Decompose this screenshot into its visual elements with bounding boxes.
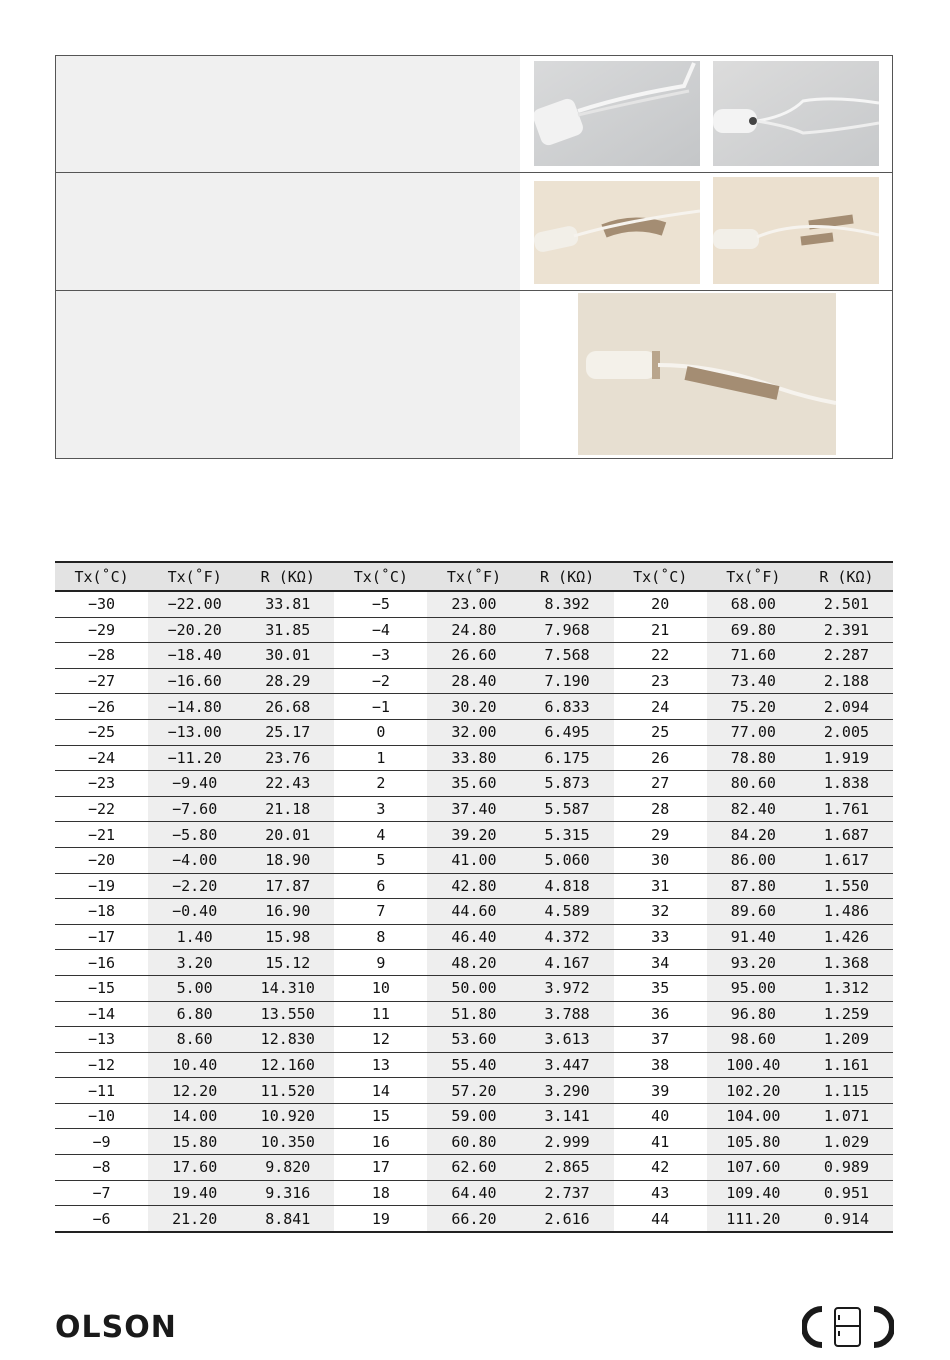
- photo-row-3: [56, 291, 892, 458]
- table-cell: 12.20: [148, 1078, 241, 1104]
- table-row: [55, 899, 893, 925]
- table-cell: 95.00: [707, 975, 800, 1001]
- table-cell: 111.20: [707, 1206, 800, 1232]
- table-cell: 1.426: [800, 924, 893, 950]
- table-cell: 3.613: [521, 1027, 614, 1053]
- table-cell: 26.60: [427, 643, 520, 669]
- table-cell: 9.820: [241, 1155, 334, 1181]
- table-cell: 11.520: [241, 1078, 334, 1104]
- table-cell: 4: [334, 822, 427, 848]
- table-cell: 41: [614, 1129, 707, 1155]
- table-cell: 14: [334, 1078, 427, 1104]
- table-cell: 23: [614, 668, 707, 694]
- table-cell: 6.833: [521, 694, 614, 720]
- table-cell: 5: [334, 847, 427, 873]
- table-cell: −13: [55, 1027, 148, 1053]
- table-cell: −16.60: [148, 668, 241, 694]
- table-cell: 2.391: [800, 617, 893, 643]
- table-cell: 84.20: [707, 822, 800, 848]
- table-row: [55, 950, 893, 976]
- table-cell: 1.919: [800, 745, 893, 771]
- table-cell: 2.616: [521, 1206, 614, 1232]
- table-cell: 5.00: [148, 975, 241, 1001]
- table-cell: 30: [614, 847, 707, 873]
- table-cell: −5: [334, 591, 427, 617]
- image-cell-3: [520, 291, 892, 458]
- table-cell: 107.60: [707, 1155, 800, 1181]
- table-cell: 15: [334, 1103, 427, 1129]
- table-cell: 82.40: [707, 796, 800, 822]
- table-cell: 2.094: [800, 694, 893, 720]
- table-cell: 57.20: [427, 1078, 520, 1104]
- table-cell: 15.98: [241, 924, 334, 950]
- table-row: [55, 1078, 893, 1104]
- table-cell: −18.40: [148, 643, 241, 669]
- table-cell: −18: [55, 899, 148, 925]
- table-cell: 66.20: [427, 1206, 520, 1232]
- table-cell: 3.972: [521, 975, 614, 1001]
- table-row: [55, 694, 893, 720]
- table-cell: 20.01: [241, 822, 334, 848]
- table-cell: 6.495: [521, 719, 614, 745]
- header-temp-c: Tx(˚C): [55, 562, 148, 591]
- table-cell: 26.68: [241, 694, 334, 720]
- table-cell: 50.00: [427, 975, 520, 1001]
- table-cell: 1.259: [800, 1001, 893, 1027]
- table-cell: 38: [614, 1052, 707, 1078]
- table-cell: −20: [55, 847, 148, 873]
- photo-row-2: [56, 173, 892, 291]
- table-cell: 12: [334, 1027, 427, 1053]
- table-cell: 93.20: [707, 950, 800, 976]
- table-row: [55, 1001, 893, 1027]
- table-row: [55, 643, 893, 669]
- table-cell: 16: [334, 1129, 427, 1155]
- table-cell: 1.617: [800, 847, 893, 873]
- table-cell: 3.290: [521, 1078, 614, 1104]
- table-cell: 5.587: [521, 796, 614, 822]
- table-cell: 31.85: [241, 617, 334, 643]
- table-cell: 3.141: [521, 1103, 614, 1129]
- sensor-photo-1b: [713, 61, 879, 166]
- table-cell: 60.80: [427, 1129, 520, 1155]
- table-cell: 39: [614, 1078, 707, 1104]
- table-cell: 55.40: [427, 1052, 520, 1078]
- table-cell: 3.447: [521, 1052, 614, 1078]
- table-cell: 8: [334, 924, 427, 950]
- table-cell: 3.20: [148, 950, 241, 976]
- table-cell: −2.20: [148, 873, 241, 899]
- table-cell: 13: [334, 1052, 427, 1078]
- table-row: [55, 668, 893, 694]
- table-row: [55, 1052, 893, 1078]
- table-cell: −4.00: [148, 847, 241, 873]
- table-cell: 32.00: [427, 719, 520, 745]
- table-cell: 7: [334, 899, 427, 925]
- table-cell: 14.00: [148, 1103, 241, 1129]
- table-cell: 16.90: [241, 899, 334, 925]
- table-row: [55, 771, 893, 797]
- table-cell: 5.060: [521, 847, 614, 873]
- table-cell: 5.873: [521, 771, 614, 797]
- table-cell: 8.392: [521, 591, 614, 617]
- table-cell: 40: [614, 1103, 707, 1129]
- table-cell: −14.80: [148, 694, 241, 720]
- table-cell: 37: [614, 1027, 707, 1053]
- table-cell: 1.312: [800, 975, 893, 1001]
- table-cell: −15: [55, 975, 148, 1001]
- table-cell: 5.315: [521, 822, 614, 848]
- table-cell: 18: [334, 1180, 427, 1206]
- table-cell: 10.920: [241, 1103, 334, 1129]
- table-cell: 1.838: [800, 771, 893, 797]
- table-cell: 17: [334, 1155, 427, 1181]
- table-cell: 1.115: [800, 1078, 893, 1104]
- table-cell: 1.029: [800, 1129, 893, 1155]
- table-cell: 24: [614, 694, 707, 720]
- table-cell: 2.865: [521, 1155, 614, 1181]
- table-cell: 26: [614, 745, 707, 771]
- table-cell: 77.00: [707, 719, 800, 745]
- table-row: [55, 1206, 893, 1232]
- table-cell: 68.00: [707, 591, 800, 617]
- table-cell: 6.175: [521, 745, 614, 771]
- table-cell: 2.999: [521, 1129, 614, 1155]
- table-cell: 1: [334, 745, 427, 771]
- table-cell: 100.40: [707, 1052, 800, 1078]
- table-cell: −13.00: [148, 719, 241, 745]
- header-temp-c: Tx(˚C): [614, 562, 707, 591]
- table-cell: 1.368: [800, 950, 893, 976]
- sensor-photo-2a: [534, 181, 700, 284]
- table-cell: 1.550: [800, 873, 893, 899]
- table-cell: 25: [614, 719, 707, 745]
- table-cell: −11.20: [148, 745, 241, 771]
- table-cell: −21: [55, 822, 148, 848]
- table-cell: 64.40: [427, 1180, 520, 1206]
- table-row: [55, 1103, 893, 1129]
- table-cell: 14.310: [241, 975, 334, 1001]
- table-cell: 6.80: [148, 1001, 241, 1027]
- table-cell: 35.60: [427, 771, 520, 797]
- table-cell: −30: [55, 591, 148, 617]
- table-cell: −1: [334, 694, 427, 720]
- table-cell: 23.76: [241, 745, 334, 771]
- table-cell: 27: [614, 771, 707, 797]
- table-cell: 21: [614, 617, 707, 643]
- table-cell: 48.20: [427, 950, 520, 976]
- table-cell: 29: [614, 822, 707, 848]
- table-cell: −9.40: [148, 771, 241, 797]
- table-cell: 4.372: [521, 924, 614, 950]
- table-cell: 2: [334, 771, 427, 797]
- image-cell-1: [520, 56, 892, 172]
- table-cell: 23.00: [427, 591, 520, 617]
- table-row: [55, 924, 893, 950]
- table-row: [55, 796, 893, 822]
- table-cell: 39.20: [427, 822, 520, 848]
- table-cell: 36: [614, 1001, 707, 1027]
- table-cell: 73.40: [707, 668, 800, 694]
- table-cell: 0.914: [800, 1206, 893, 1232]
- table-cell: 78.80: [707, 745, 800, 771]
- table-cell: −20.20: [148, 617, 241, 643]
- table-cell: −3: [334, 643, 427, 669]
- table-cell: 80.60: [707, 771, 800, 797]
- table-cell: −11: [55, 1078, 148, 1104]
- table-cell: 102.20: [707, 1078, 800, 1104]
- table-cell: −28: [55, 643, 148, 669]
- table-cell: 87.80: [707, 873, 800, 899]
- table-row: [55, 975, 893, 1001]
- table-cell: 89.60: [707, 899, 800, 925]
- table-cell: 25.17: [241, 719, 334, 745]
- table-cell: 10: [334, 975, 427, 1001]
- table-cell: −12: [55, 1052, 148, 1078]
- table-cell: −8: [55, 1155, 148, 1181]
- table-cell: −17: [55, 924, 148, 950]
- table-cell: −22: [55, 796, 148, 822]
- table-cell: 43: [614, 1180, 707, 1206]
- table-cell: −10: [55, 1103, 148, 1129]
- table-cell: 1.761: [800, 796, 893, 822]
- table-cell: 1.40: [148, 924, 241, 950]
- table-cell: −2: [334, 668, 427, 694]
- table-cell: 86.00: [707, 847, 800, 873]
- table-cell: 1.687: [800, 822, 893, 848]
- table-cell: 2.005: [800, 719, 893, 745]
- table-cell: 0: [334, 719, 427, 745]
- table-cell: 96.80: [707, 1001, 800, 1027]
- table-cell: 62.60: [427, 1155, 520, 1181]
- header-temp-f: Tx(˚F): [707, 562, 800, 591]
- table-body: [55, 591, 893, 1232]
- table-cell: 22: [614, 643, 707, 669]
- table-cell: −14: [55, 1001, 148, 1027]
- table-cell: 12.830: [241, 1027, 334, 1053]
- table-cell: 69.80: [707, 617, 800, 643]
- header-temp-f: Tx(˚F): [148, 562, 241, 591]
- fridge-bracket-icon: [802, 1305, 894, 1349]
- table-cell: 2.188: [800, 668, 893, 694]
- table-cell: 1.161: [800, 1052, 893, 1078]
- table-cell: 20: [614, 591, 707, 617]
- table-cell: −7: [55, 1180, 148, 1206]
- table-cell: 30.01: [241, 643, 334, 669]
- table-cell: 4.589: [521, 899, 614, 925]
- table-cell: −0.40: [148, 899, 241, 925]
- table-cell: 31: [614, 873, 707, 899]
- table-row: [55, 745, 893, 771]
- table-cell: 37.40: [427, 796, 520, 822]
- table-cell: 33.80: [427, 745, 520, 771]
- table-cell: 13.550: [241, 1001, 334, 1027]
- header-temp-c: Tx(˚C): [334, 562, 427, 591]
- table-cell: −29: [55, 617, 148, 643]
- table-cell: 109.40: [707, 1180, 800, 1206]
- table-cell: 15.12: [241, 950, 334, 976]
- table-cell: 11: [334, 1001, 427, 1027]
- table-cell: −24: [55, 745, 148, 771]
- table-cell: 17.60: [148, 1155, 241, 1181]
- table-cell: 32: [614, 899, 707, 925]
- table-cell: 21.18: [241, 796, 334, 822]
- table-cell: −9: [55, 1129, 148, 1155]
- table-cell: 33.81: [241, 591, 334, 617]
- table-cell: 21.20: [148, 1206, 241, 1232]
- resistance-table: [55, 561, 893, 1233]
- sensor-photo-grid: [55, 55, 893, 459]
- table-cell: −5.80: [148, 822, 241, 848]
- description-cell-3: [56, 291, 521, 458]
- table-cell: −25: [55, 719, 148, 745]
- table-cell: 2.287: [800, 643, 893, 669]
- table-cell: 9.316: [241, 1180, 334, 1206]
- table-cell: −27: [55, 668, 148, 694]
- table-cell: 19: [371, 1209, 390, 1228]
- table-cell: 33: [614, 924, 707, 950]
- table-cell: 4.818: [521, 873, 614, 899]
- table-row: [55, 1129, 893, 1155]
- photo-row-1: [56, 56, 892, 173]
- olson-logo: OLSON: [55, 1310, 177, 1345]
- table-cell: 104.00: [707, 1103, 800, 1129]
- table-cell: 8.60: [148, 1027, 241, 1053]
- table-cell: 4.167: [521, 950, 614, 976]
- table-cell: 71.60: [707, 643, 800, 669]
- header-temp-f: Tx(˚F): [427, 562, 520, 591]
- table-cell: 22.43: [241, 771, 334, 797]
- table-cell: 7.190: [521, 668, 614, 694]
- table-cell: 105.80: [707, 1129, 800, 1155]
- table-cell: 1.209: [800, 1027, 893, 1053]
- table-row: [55, 719, 893, 745]
- table-cell: 24.80: [427, 617, 520, 643]
- table-header-row: [55, 562, 893, 591]
- table-cell: 7.568: [521, 643, 614, 669]
- table-cell: 75.20: [707, 694, 800, 720]
- table-cell: 10.350: [241, 1129, 334, 1155]
- table-row: [55, 847, 893, 873]
- table-cell: −23: [55, 771, 148, 797]
- table-cell: 3: [334, 796, 427, 822]
- table-cell: 51.80: [427, 1001, 520, 1027]
- sensor-photo-1a: [534, 61, 700, 166]
- table-cell: 98.60: [707, 1027, 800, 1053]
- table-cell: 34: [614, 950, 707, 976]
- table-row: [55, 873, 893, 899]
- description-cell-2: [56, 173, 521, 290]
- table-cell: 28.29: [241, 668, 334, 694]
- table-cell: −26: [55, 694, 148, 720]
- table-cell: 15.80: [148, 1129, 241, 1155]
- table-row: [55, 1180, 893, 1206]
- table-cell: 41.00: [427, 847, 520, 873]
- header-resistance: R (KΩ): [241, 562, 334, 591]
- table-cell: −6: [92, 1209, 111, 1228]
- table-row: [55, 1155, 893, 1181]
- table-cell: 1.071: [800, 1103, 893, 1129]
- sensor-photo-2b: [713, 177, 879, 284]
- table-cell: −19: [55, 873, 148, 899]
- description-cell-1: [56, 56, 521, 172]
- table-cell: 44.60: [427, 899, 520, 925]
- table-cell: 2.737: [521, 1180, 614, 1206]
- header-resistance: R (KΩ): [800, 562, 893, 591]
- sensor-photo-3: [578, 293, 836, 455]
- table-row: [55, 1027, 893, 1053]
- table-cell: 30.20: [427, 694, 520, 720]
- table-cell: 59.00: [427, 1103, 520, 1129]
- table-cell: 91.40: [707, 924, 800, 950]
- table-cell: −16: [55, 950, 148, 976]
- table-row: [55, 591, 893, 617]
- table-row: [55, 617, 893, 643]
- image-cell-2: [520, 173, 892, 290]
- table-cell: 0.989: [800, 1155, 893, 1181]
- table-cell: −7.60: [148, 796, 241, 822]
- table-cell: 10.40: [148, 1052, 241, 1078]
- table-cell: −4: [334, 617, 427, 643]
- table-cell: 6: [334, 873, 427, 899]
- table-cell: 18.90: [241, 847, 334, 873]
- table-row: [55, 822, 893, 848]
- table-cell: 28.40: [427, 668, 520, 694]
- table-cell: 42.80: [427, 873, 520, 899]
- table-cell: 7.968: [521, 617, 614, 643]
- table-cell: 17.87: [241, 873, 334, 899]
- table-cell: 1.486: [800, 899, 893, 925]
- table-cell: 12.160: [241, 1052, 334, 1078]
- table-cell: 35: [614, 975, 707, 1001]
- table-cell: 8.841: [241, 1206, 334, 1232]
- table-cell: 42: [614, 1155, 707, 1181]
- header-resistance: R (KΩ): [521, 562, 614, 591]
- table-cell: 53.60: [427, 1027, 520, 1053]
- table-cell: 3.788: [521, 1001, 614, 1027]
- table-cell: 2.501: [800, 591, 893, 617]
- table-cell: 44: [651, 1209, 670, 1228]
- table-cell: 46.40: [427, 924, 520, 950]
- table-cell: 0.951: [800, 1180, 893, 1206]
- table-cell: −22.00: [148, 591, 241, 617]
- table-cell: 28: [614, 796, 707, 822]
- table-cell: 19.40: [148, 1180, 241, 1206]
- table-cell: 9: [334, 950, 427, 976]
